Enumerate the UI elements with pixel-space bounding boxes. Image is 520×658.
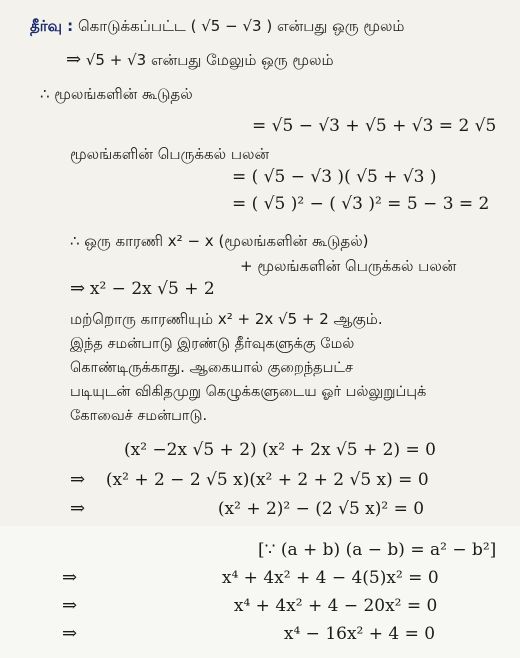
paragraph-line-2: கொண்டிருக்காது. ஆகையால் குறைந்தபட்ச <box>70 360 353 376</box>
implies-arrow: ⇒ <box>70 469 86 490</box>
first-factor-expression: x² − 2x √5 + 2 <box>89 279 215 299</box>
equation-line-4-expression: x⁴ + 4x² + 4 − 4(5)x² = 0 <box>221 568 439 588</box>
equation-line-3-expression: (x² + 2)² − (2 √5 x)² = 0 <box>217 499 425 519</box>
equation-line-1: (x² −2x √5 + 2) (x² + 2x √5 + 2) = 0 <box>124 440 436 460</box>
equation-line-5-expression: x⁴ + 4x² + 4 − 20x² = 0 <box>233 596 438 616</box>
sum-of-roots-equation: = √5 − √3 + √5 + √3 = 2 √5 <box>252 116 497 136</box>
equation-line-3 <box>70 499 424 519</box>
given-root-text: கொடுக்கப்பட்ட ( √5 − √3 ) என்பது ஒரு மூலம் <box>77 17 405 35</box>
paragraph-line-1: இந்த சமன்பாடு இரண்டு தீர்வுகளுக்கு மேல் <box>70 336 355 352</box>
equation-line-2 <box>70 470 429 490</box>
equation-line-4 <box>62 568 439 588</box>
implies-arrow: ⇒ <box>70 498 86 519</box>
solution-line-2 <box>66 50 334 70</box>
product-step-2: = ( √5 )² − ( √3 )² = 5 − 3 = 2 <box>232 194 490 214</box>
implies-arrow: ⇒ <box>70 278 86 299</box>
equation-line-6-expression: x⁴ − 16x² + 4 = 0 <box>283 624 436 644</box>
sum-of-roots-label: ∴ மூலங்களின் கூடுதல் <box>40 85 193 103</box>
implies-arrow: ⇒ <box>62 567 78 588</box>
implies-arrow: ⇒ <box>62 623 78 644</box>
equation-line-2-expression: (x² + 2 − 2 √5 x)(x² + 2 + 2 √5 x) = 0 <box>105 470 429 490</box>
first-factor-result <box>70 279 215 299</box>
first-factor-continuation: + மூலங்களின் பெருக்கல் பலன் <box>240 257 457 275</box>
paragraph-line-3: படியுடன் விகிதமுறு கெழுக்களுடைய ஓர் பல்லுறுப்புக் <box>70 384 427 400</box>
product-step-1: = ( √5 − √3 )( √5 + √3 ) <box>232 167 437 187</box>
paragraph-line-4: கோவைச் சமன்பாடு. <box>70 408 208 424</box>
equation-line-6 <box>62 624 435 644</box>
solution-line-1 <box>30 16 405 36</box>
first-factor-line: ∴ ஒரு காரணி x² − x (மூலங்களின் கூடுதல்) <box>70 232 369 250</box>
other-root-text: √5 + √3 என்பது மேலும் ஒரு மூலம் <box>85 51 334 69</box>
identity-note: [∵ (a + b) (a − b) = a² − b²] <box>258 540 497 560</box>
solution-heading: தீர்வு : <box>30 17 74 35</box>
second-factor-line: மற்றொரு காரணியும் x² + 2x √5 + 2 ஆகும். <box>70 310 383 328</box>
implies-arrow: ⇒ <box>62 595 78 616</box>
product-of-roots-label: மூலங்களின் பெருக்கல் பலன் <box>70 145 269 163</box>
equation-line-5 <box>62 596 437 616</box>
implies-arrow: ⇒ <box>66 49 82 70</box>
